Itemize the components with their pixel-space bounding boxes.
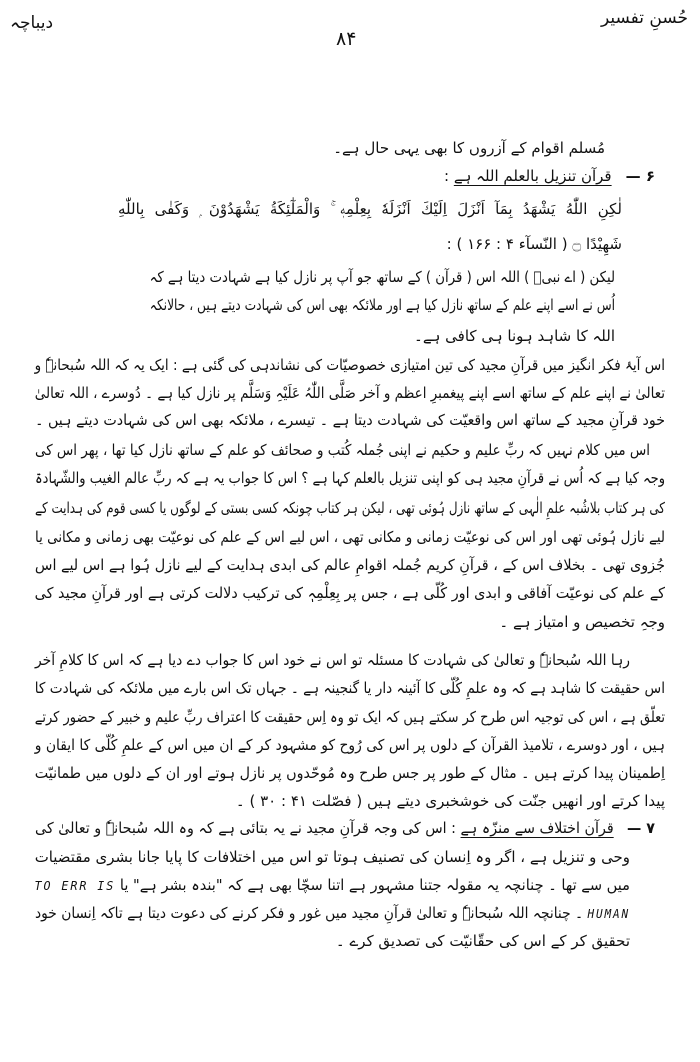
text-line	[35, 232, 622, 256]
text-line	[35, 438, 650, 462]
line-text: تعلّق ہے ، اس کی توجیہ اس طرح کر سکتے ہیں کہ ایک تو وہ اِس حقیقت کا اعتراف ربِّ علیم و خبیر کے حضور کرتے	[34, 708, 666, 726]
text-line	[150, 293, 615, 317]
text-line	[35, 324, 615, 348]
line-text: :	[443, 167, 454, 185]
section-title: دیباچہ	[10, 13, 54, 33]
text-line	[35, 610, 665, 634]
line-text: اُس نے اسے اپنے علم کے ساتھ نازل کیا ہے اور ملائکہ بھی اس کی شہادت دیتے ہیں ، حالانکہ	[149, 296, 615, 314]
text-line	[35, 705, 665, 729]
line-text: لیے نازل ہُوئی تھی اور اس کی نوعیّت زمانی و مکانی تھی ، اس لیے اس کے علم کی نوعیّت بھی زمانی و مکانی یا	[35, 528, 665, 546]
line-text: رہا اللہ سُبحانہٗ و تعالیٰ کی شہادت کا مسئلہ تو اس نے خود اس کا جواب دے دیا ہے کہ اس کا کلامِ آخر	[35, 651, 630, 669]
line-text: میں سے تھا ۔ چنانچہ یہ مقولہ جتنا مشہور ہے اتنا سچّا بھی ہے کہ "بندہ بشر ہے" یا	[115, 876, 630, 894]
text-line	[35, 816, 655, 840]
text-line	[35, 408, 665, 432]
section-heading: قرآن تنزیل بالعلم اللہ ہے	[453, 167, 612, 185]
line-text: لیکن ( اے نبیؐ ) اللہ اس ( قرآن ) کے ساتھ جو آپ پر نازل کیا ہے شہادت دیتا ہے کہ	[149, 268, 616, 286]
text-line	[35, 553, 665, 577]
line-text: تحقیق کر کے اس کی حقّانیّت کی تصدیق کرے ۔	[335, 932, 630, 950]
line-text: ہیں ، اور دوسرے ، تلامیذ القرآن کے دلوں پر اس کی رُوح کو مشہود کر کے ان میں اس کے علمِ کُلّی کا ایقان و	[34, 736, 666, 754]
line-text: اللہ کا شاہد ہونا ہی کافی ہے۔	[414, 327, 615, 345]
english-text: TO ERR IS	[34, 879, 116, 893]
text-line	[35, 136, 605, 160]
text-line	[35, 648, 630, 672]
english-text: HUMAN	[587, 907, 630, 921]
line-text: مُسلم اقوام کے آزروں کا بھی یہی حال ہے۔	[333, 139, 605, 157]
section-number: ۶ —	[625, 167, 655, 185]
text-line	[35, 789, 665, 813]
page-number: ۸۴	[336, 28, 357, 50]
line-text: لٰكِنِ اللّٰهُ يَشْهَدُ بِمَآ اَنْزَلَ اِلَيْكَ اَنْزَلَهٗ بِعِلْمِهٖ ۚ وَالْمَلٰٓئِكَةُ يَشْهَدُوْنَ ۭ وَكَفٰى بِاللّٰهِ	[118, 200, 622, 218]
text-line	[35, 676, 665, 700]
line-text: تعالیٰ نے اپنے علم کے ساتھ اسے اپنے پیغمبرِ اعظم و آخر صَلَّی اللّٰہُ عَلَیْہِ وَسَلَّم پر نازل کیا ہے ۔ دُوسرے ، اللہ تعالیٰ	[34, 384, 665, 402]
line-text: وحی و تنزیل ہے ، اگر وہ اِنسان کی تصنیف ہوتا تو اس میں اختلافات کا پایا جانا بشری مقتضیات	[34, 848, 630, 866]
line-text: خود قرآنِ مجید کے ساتھ اس واقعیّت کی شہادت دیتا ہے ۔ تیسرے ، ملائکہ بھی اس کی شہادت دیتے ہیں ۔	[35, 411, 666, 429]
text-line	[35, 733, 665, 757]
line-text: کی ہر کتاب بلاشُبہ علمِ الٰہی کے ساتھ نازل ہُوئی تھی ، لیکن ہر کتاب چونکہ کسی بستی کے لوگوں یا کسی قوم کی ہدایت کے	[34, 499, 666, 517]
text-line	[35, 873, 630, 898]
line-text: اِطمینان پیدا کرتے ہیں ۔ مثال کے طور پر جس طرح وہ مُوحّدوں پر نازل ہوتے اور ان کے دلوں میں طمانیّت	[34, 764, 666, 782]
line-text: اس آیۂ فکر انگیز میں قرآنِ مجید کی تین امتیازی خصوصیّات کی نشاندہی کی گئی ہے : ایک یہ کہ اللہ سُبحانہٗ و	[34, 356, 665, 374]
text-line	[35, 353, 665, 377]
section-heading: قرآن اختلاف سے منزّہ ہے	[460, 819, 614, 837]
text-line	[35, 581, 665, 605]
text-line	[35, 761, 665, 785]
text-line	[118, 197, 622, 221]
text-line	[35, 496, 665, 520]
text-line	[35, 929, 630, 953]
book-title: حُسنِ تفسیر	[600, 8, 688, 28]
text-line	[150, 265, 615, 289]
text-line	[35, 525, 665, 549]
text-line	[35, 901, 630, 926]
line-text: وجہ کیا ہے کہ اُس نے قرآنِ مجید ہی کو اپنی تنزیل بالعلم کہا ہے ؟ اس کا جواب یہ ہے کہ ربِّ عالم الغیب والشّہادۃ	[35, 469, 665, 487]
line-text: ۔ چنانچہ اللہ سُبحانہٗ و تعالیٰ قرآنِ مجید میں غور و فکر کرنے کی دعوت دیتا ہے تاکہ اِنسان خود	[35, 904, 588, 922]
line-text: کے علم کی نوعیّت آفاقی و ابدی اور کُلّی ہے ، جس پر بِعِلْمِہٖ کی ترکیب دلالت کرتی ہے اور قرآنِ مجید کی	[34, 584, 665, 602]
line-text: جُزوی تھی ۔ بخلاف اس کے ، قرآنِ کریم جُملہ اقوامِ عالم کی ابدی ہدایت کے لیے نازل ہُوا ہے اس لیے اس	[34, 556, 665, 574]
section-number: ۷ —	[627, 819, 655, 837]
line-text: پیدا کرتے اور انھیں جنّت کی خوشخبری دیتے ہیں ( فصّلت ۴۱ : ۳۰ ) ۔	[235, 792, 665, 810]
line-text: وجہِ تخصیص و امتیاز ہے ۔	[499, 613, 665, 631]
text-line	[35, 466, 665, 490]
text-line	[35, 164, 655, 188]
text-line	[35, 845, 630, 869]
line-text: اس حقیقت کا شاہد ہے کہ وہ علمِ کُلّی کا آئینہ دار یا گنجینہ ہے ۔ جہاں تک اس بارے میں ملائکہ کی شہادت کا	[34, 679, 665, 697]
line-text: : اس کی وجہ قرآنِ مجید نے یہ بتائی ہے کہ وہ اللہ سُبحانہٗ و تعالیٰ کی	[35, 819, 461, 837]
line-text: اس میں کلام نہیں کہ ربِّ علیم و حکیم نے اپنی جُملہ کُتب و صحائف کو علم کے ساتھ نازل کیا تھا ، پھر اس کی	[35, 441, 650, 459]
text-line	[35, 381, 665, 405]
line-text: شَهِيْدًا ۝ ( النّسآء ۴ : ۱۶۶ ) :	[446, 235, 622, 253]
